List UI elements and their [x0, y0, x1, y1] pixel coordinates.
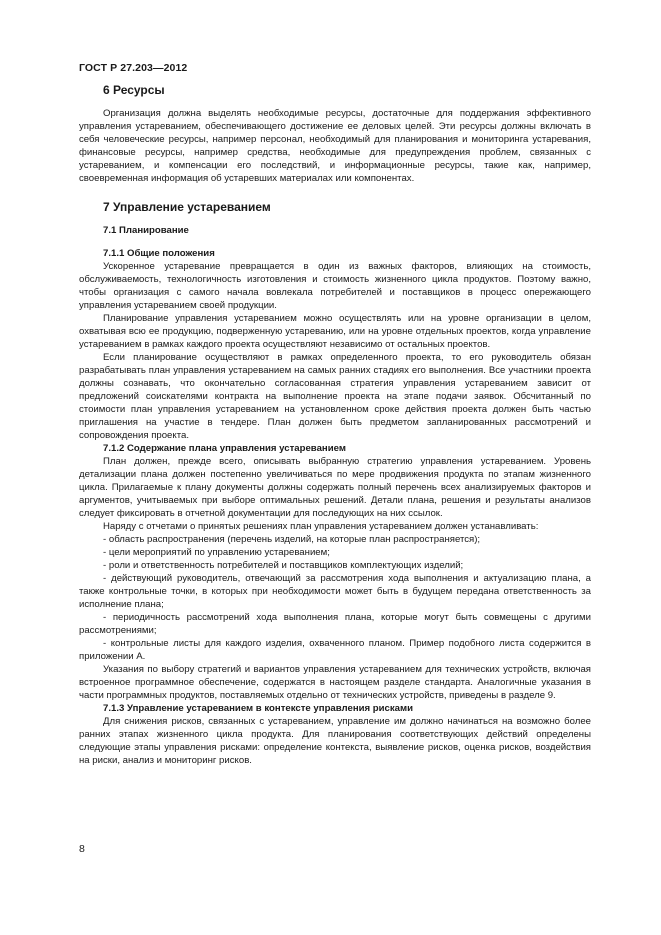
list-item: - периодичность рассмотрений хода выполнения плана, которые могут быть совмещены с другими рассмотрениями; — [79, 612, 591, 636]
section-7-1-2-paragraph-3: Указания по выбору стратегий и вариантов управления устареванием для технических устройств, включая встроенное программное обеспечение, содержатся в настоящем разделе стандарта. Аналогичные указания в части программных продуктов, поставляемых отдельно от технических устройств, приведены в разделе 9. — [79, 664, 591, 701]
section-7-1-1-paragraph-2: Планирование управления устареванием можно осуществлять или на уровне организации в целом, охватывая всю ее продукцию, подверженную устареванию, или на уровне отдельных проектов, когда управление устареванием в рамках каждого проекта осуществляют независимо от остальных проектов. — [79, 313, 591, 350]
list-item: - область распространения (перечень изделий, на которые план распространяется); — [103, 534, 481, 545]
page-number: 8 — [79, 843, 85, 855]
list-item: - цели мероприятий по управлению устареванием; — [103, 547, 330, 558]
section-7-1-1-paragraph-3: Если планирование осуществляют в рамках определенного проекта, то его руководитель обязан разрабатывать план управления устареванием на самых ранних стадиях его выполнения. Все участники проекта должны сознавать, что окончательно согласованная стратегия управления устареванием зависит от предложений соискателями контракта на выполнение проекта на этапе подачи заявок. Обсчитанный по стоимости план управления устареванием на установленном сроке действия проекта должен быть частью приглашения на участие в тендере. План должен быть предметом запланированных рассмотрений и сопровождения проекта. — [79, 352, 591, 441]
section-7-1-1-paragraph-1: Ускоренное устаревание превращается в один из важных факторов, влияющих на стоимость, обслуживаемость, технологичность изготовления и стоимость жизненного цикла продуктов. Поэтому важно, чтобы организация с самого начала вовлекала потребителей и поставщиков в процесс опережающего управления устареванием своей продукции. — [79, 261, 591, 311]
section-7-1-3-paragraph-1: Для снижения рисков, связанных с устареванием, управление им должно начинаться на возможно более ранних этапах жизненного цикла продукта. Для планирования соответствующих действий определены следующие этапы управления рисками: определение контекста, выявление рисков, оценка рисков, воздействия на риски, анализ и мониторинг рисков. — [79, 716, 591, 766]
section-7-1-heading: 7.1 Планирование — [103, 225, 189, 236]
list-item: - действующий руководитель, отвечающий за рассмотрения хода выполнения и актуализацию плана, а также контрольные точки, в которых при необходимости может быть в будущем передана ответственность за исполнение плана; — [79, 573, 591, 610]
section-7-1-2-paragraph-2: Наряду с отчетами о принятых решениях план управления устареванием должен устанавливать: — [103, 521, 539, 532]
section-7-heading: 7 Управление устареванием — [103, 200, 271, 214]
document-header: ГОСТ Р 27.203—2012 — [79, 62, 188, 74]
list-item: - роли и ответственность потребителей и поставщиков комплектующих изделий; — [103, 560, 464, 571]
section-7-1-3-heading: 7.1.3 Управление устареванием в контексте управления рисками — [103, 703, 414, 714]
section-7-1-1-heading: 7.1.1 Общие положения — [103, 248, 215, 259]
page-content — [79, 84, 591, 767]
list-item: - контрольные листы для каждого изделия, охваченного планом. Пример подобного листа содержится в приложении А. — [79, 638, 591, 662]
section-6-heading: 6 Ресурсы — [103, 83, 165, 97]
section-7-1-2-paragraph-1: План должен, прежде всего, описывать выбранную стратегию управления устареванием. Уровень детализации плана должен постепенно увеличиваться по мере продвижения продукта по этапам жизненного цикла. Прилагаемые к плану документы должны содержать полный перечень всех анализируемых факторов и аргументов, учитываемых при выборе оптимальных решений. Детали плана, решения и результаты анализов следует фиксировать в отчетной документации для последующих на них ссылок. — [79, 456, 591, 519]
section-7-1-2-heading: 7.1.2 Содержание плана управления устареванием — [103, 443, 346, 454]
section-6-paragraph: Организация должна выделять необходимые ресурсы, достаточные для поддержания эффективного управления устареванием, обеспечивающего достижение ее деловых целей. Эти ресурсы должны включать в себя человеческие ресурсы, например персонал, необходимый для планирования и мониторинга устаревания, финансовые ресурсы, например средства, необходимые для предупреждения проблем, связанных с устареванием, и компенсации его последствий, и информационные ресурсы, такие как, например, своевременная информация об устаревших материалах или компонентах. — [79, 108, 591, 184]
